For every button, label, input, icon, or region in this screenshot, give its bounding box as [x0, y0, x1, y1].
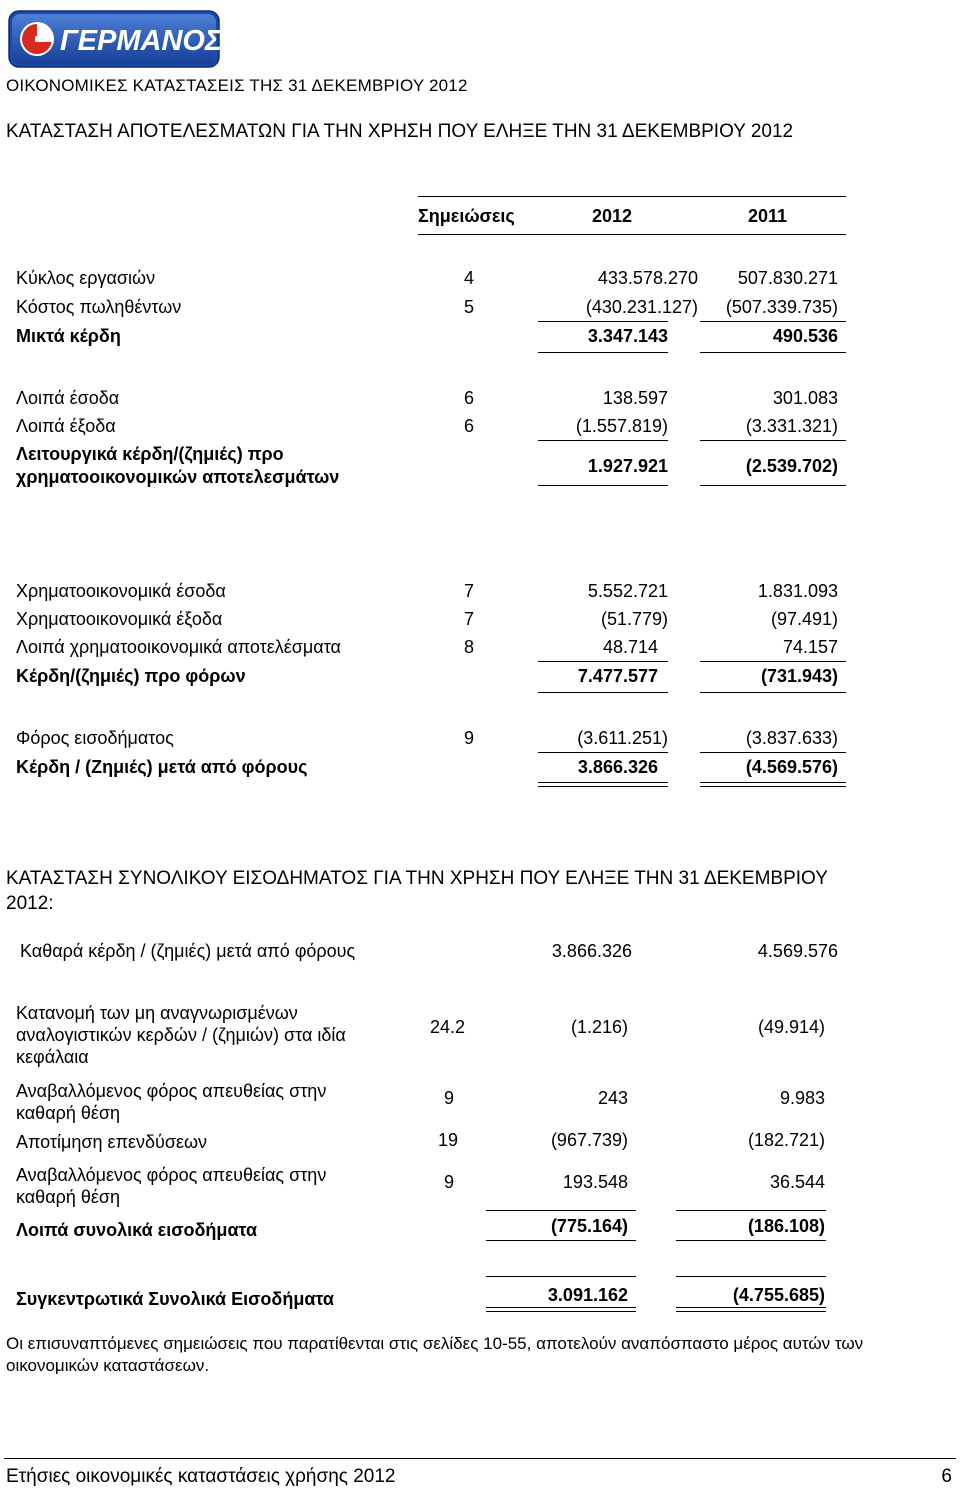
subtotal-rule: [538, 485, 668, 486]
value-2012: (51.779): [600, 609, 668, 629]
value-2011: 9.983: [779, 1088, 825, 1108]
subtotal-rule: [676, 1240, 826, 1241]
row-label: Κόστος πωληθέντων: [16, 297, 182, 317]
double-underline: [700, 782, 846, 783]
value-2012: 1.927.921: [587, 456, 668, 476]
subtotal-rule: [538, 440, 668, 441]
subtotal-rule: [676, 1210, 826, 1211]
row-note: 4: [464, 268, 475, 288]
footnote: Οι επισυναπτόμενες σημειώσεις που παρατίθενται στις σελίδες 10-55, αποτελούν αναπόσπαστο μέρος αυτών των οικονομικών καταστάσεων.: [6, 1334, 864, 1375]
header-bottom-rule: [418, 234, 846, 235]
row-note: 19: [438, 1130, 459, 1150]
row-label: Λοιπά έσοδα: [16, 388, 120, 408]
row-label: Αναβαλλόμενος φόρος απευθείας στην: [16, 1081, 327, 1101]
column-2012: 2012: [592, 206, 633, 226]
row-note: 6: [464, 416, 475, 436]
subtotal-rule: [486, 1240, 636, 1241]
value-2011: (97.491): [770, 609, 838, 629]
value-2011: 1.831.093: [757, 581, 838, 601]
value-2012: 3.091.162: [547, 1285, 628, 1305]
subtotal-rule: [486, 1210, 636, 1211]
value-2012: 243: [597, 1088, 628, 1108]
row-note: 8: [464, 637, 475, 657]
value-2011: 36.544: [769, 1172, 825, 1192]
subtotal-rule: [538, 692, 668, 693]
row-label: Καθαρά κέρδη / (ζημιές) μετά από φόρους: [20, 941, 356, 961]
row-label: Λειτουργικά κέρδη/(ζημιές) προ: [16, 444, 284, 464]
row-label: Φόρος εισοδήματος: [16, 728, 174, 748]
brand-name: ΓΕΡΜΑΝΟΣ: [60, 25, 220, 57]
subtotal-rule: [700, 485, 846, 486]
value-2011: (182.721): [747, 1130, 825, 1150]
value-2012: 433.578.270: [597, 268, 698, 288]
row-note: 9: [464, 728, 475, 748]
income-statement-title: ΚΑΤΑΣΤΑΣΗ ΑΠΟΤΕΛΕΣΜΑΤΩΝ ΓΙΑ ΤΗΝ ΧΡΗΣΗ ΠΟΥ ΕΛΗΞΕ ΤΗΝ 31 ΔΕΚΕΜΒΡΙΟΥ 2012: [6, 121, 794, 142]
value-2012: 3.866.326: [551, 941, 632, 961]
subtotal-rule: [700, 321, 846, 322]
value-2011: (731.943): [760, 666, 838, 686]
value-2012: (430.231.127): [585, 297, 698, 317]
value-2011: 490.536: [772, 326, 838, 346]
value-2012: 48.714: [602, 637, 658, 657]
value-2012: 5.552.721: [587, 581, 668, 601]
subtotal-rule: [676, 1276, 826, 1277]
subtotal-rule: [700, 692, 846, 693]
row-label: Λοιπά χρηματοοικονομικά αποτελέσματα: [16, 637, 341, 657]
double-underline: [538, 786, 668, 787]
row-note: 5: [464, 297, 475, 317]
value-2012: (967.739): [550, 1130, 628, 1150]
subtotal-rule: [700, 661, 846, 662]
subtotal-rule: [700, 752, 846, 753]
double-underline: [538, 782, 668, 783]
value-2011: 74.157: [782, 637, 838, 657]
footer-title: Ετήσιες οικονομικές καταστάσεις χρήσης 2012: [6, 1466, 396, 1487]
row-note: 9: [444, 1088, 455, 1108]
page-number: 6: [941, 1466, 952, 1487]
double-underline: [676, 1311, 826, 1312]
value-2011: (507.339.735): [725, 297, 838, 317]
subtotal-rule: [538, 661, 668, 662]
double-underline: [486, 1311, 636, 1312]
subtotal-rule: [700, 440, 846, 441]
row-label-line2: αναλογιστικών κερδών / (ζημιών) στα ιδία: [16, 1025, 346, 1045]
row-label: Αποτίμηση επενδύσεων: [16, 1132, 208, 1152]
value-2011: (3.331.321): [745, 416, 838, 436]
double-underline: [676, 1307, 826, 1308]
footer-rule: [4, 1458, 956, 1459]
value-2012: (1.216): [570, 1017, 628, 1037]
row-note: 7: [464, 609, 475, 629]
value-2011: (4.569.576): [745, 757, 838, 777]
value-2012: (3.611.251): [577, 728, 668, 748]
row-label: Χρηματοοικονομικά έσοδα: [16, 581, 226, 601]
value-2012: (1.557.819): [575, 416, 668, 436]
comprehensive-income-title: ΚΑΤΑΣΤΑΣΗ ΣΥΝΟΛΙΚΟΥ ΕΙΣΟΔΗΜΑΤΟΣ ΓΙΑ ΤΗΝ ΧΡΗΣΗ ΠΟΥ ΕΛΗΞΕ ΤΗΝ 31 ΔΕΚΕΜΒΡΙΟΥ 2012:: [6, 868, 828, 914]
column-notes: Σημειώσεις: [418, 206, 515, 226]
value-2011: 4.569.576: [757, 941, 838, 961]
row-label: Αναβαλλόμενος φόρος απευθείας στην: [16, 1165, 327, 1185]
value-2011: (4.755.685): [732, 1285, 825, 1305]
document-subtitle: ΟΙΚΟΝΟΜΙΚΕΣ ΚΑΤΑΣΤΑΣΕΙΣ ΤΗΣ 31 ΔΕΚΕΜΒΡΙΟΥ 2012: [6, 76, 468, 95]
row-label: Κέρδη / (Ζημιές) μετά από φόρους: [16, 757, 308, 777]
row-note: 9: [444, 1172, 455, 1192]
row-label: Συγκεντρωτικά Συνολικά Εισοδήματα: [16, 1289, 334, 1309]
row-label-line2: καθαρή θέση: [16, 1103, 121, 1123]
column-2011: 2011: [748, 206, 788, 226]
row-note: 7: [464, 581, 475, 601]
subtotal-rule: [538, 352, 668, 353]
value-2011: (3.837.633): [745, 728, 838, 748]
row-label: Κύκλος εργασιών: [16, 268, 156, 288]
header-top-rule: [418, 196, 846, 197]
value-2011: (186.108): [747, 1216, 825, 1236]
row-note: 6: [464, 388, 475, 408]
row-label: Μικτά κέρδη: [16, 326, 121, 346]
value-2011: 507.830.271: [737, 268, 838, 288]
value-2012: 138.597: [602, 388, 668, 408]
row-label: Λοιπά έξοδα: [16, 416, 116, 436]
double-underline: [486, 1307, 636, 1308]
row-label-line3: κεφάλαια: [16, 1047, 89, 1067]
row-label-line2: χρηματοοικονομικών αποτελεσμάτων: [16, 467, 340, 487]
value-2012: 3.866.326: [577, 757, 658, 777]
row-label: Κέρδη/(ζημιές) προ φόρων: [16, 666, 246, 686]
value-2012: 193.548: [562, 1172, 628, 1192]
subtotal-rule: [538, 752, 668, 753]
germanos-logo: [8, 10, 220, 68]
double-underline: [700, 786, 846, 787]
row-label: Κατανομή των μη αναγνωρισμένων: [16, 1003, 298, 1023]
value-2012: 7.477.577: [577, 666, 658, 686]
subtotal-rule: [538, 321, 668, 322]
value-2011: (49.914): [757, 1017, 825, 1037]
row-label: Χρηματοοικονομικά έξοδα: [16, 609, 223, 629]
value-2011: 301.083: [772, 388, 838, 408]
subtotal-rule: [700, 352, 846, 353]
value-2011: (2.539.702): [745, 456, 838, 476]
subtotal-rule: [486, 1276, 636, 1277]
row-note: 24.2: [430, 1017, 466, 1037]
value-2012: (775.164): [550, 1216, 628, 1236]
row-label-line2: καθαρή θέση: [16, 1187, 121, 1207]
row-label: Λοιπά συνολικά εισοδήματα: [16, 1220, 258, 1240]
value-2012: 3.347.143: [587, 326, 668, 346]
